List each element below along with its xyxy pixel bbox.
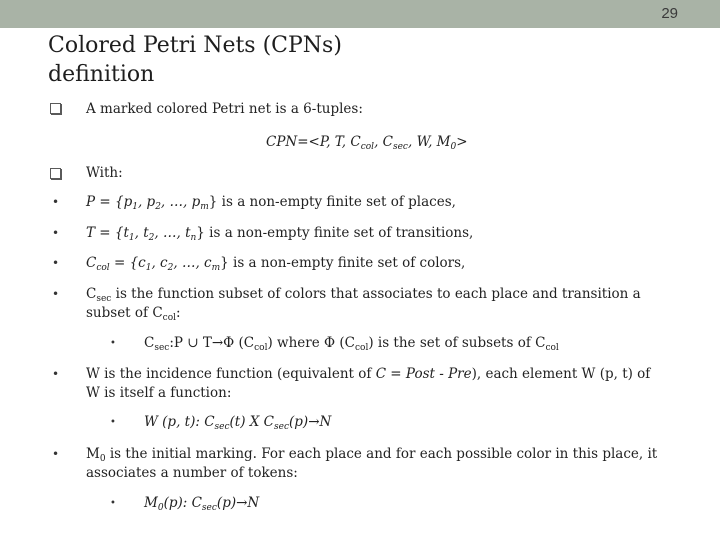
title-line-1: Colored Petri Nets (CPNs) bbox=[48, 33, 342, 58]
places-sub-1: 1 bbox=[132, 202, 138, 212]
round-bullet-icon: • bbox=[110, 417, 116, 428]
transitions-sub-2: 2 bbox=[148, 233, 155, 243]
tuple-suffix-a: , W, M bbox=[407, 134, 451, 150]
tuple-col-sub: col bbox=[360, 142, 375, 152]
incidence-formula-line bbox=[144, 413, 331, 432]
places-rhs: } is a non-empty finite set of places, bbox=[208, 194, 456, 210]
page-number: 29 bbox=[661, 5, 678, 22]
csec-end: : bbox=[176, 305, 181, 321]
marking-def-a: M bbox=[144, 495, 158, 511]
colors-lhs: C bbox=[86, 255, 97, 271]
round-bullet-icon: • bbox=[52, 447, 60, 461]
places-sub-2: 2 bbox=[155, 202, 161, 212]
colors-comma-2: , …, c bbox=[173, 255, 212, 271]
colors-eq: = {c bbox=[109, 255, 146, 271]
csec-formula-d: ) is the set of subsets of C bbox=[368, 335, 546, 351]
transitions-rhs: } is a non-empty finite set of transitions, bbox=[196, 225, 474, 241]
tuple-mid: , C bbox=[374, 134, 393, 150]
tuple-prefix: CPN=<P, T, C bbox=[266, 134, 361, 150]
csec-formula bbox=[144, 334, 559, 353]
incidence-def-a-sub: sec bbox=[214, 422, 230, 432]
incidence-def-c: (p)→N bbox=[289, 414, 332, 430]
marking-formula-line bbox=[144, 494, 259, 513]
csec-formula-b-sub: col bbox=[254, 343, 268, 353]
tuple-suffix-b: > bbox=[456, 134, 468, 150]
transitions-lhs: T = {t bbox=[86, 225, 129, 241]
places-comma-2: , …, p bbox=[160, 194, 201, 210]
marking-a-sub: 0 bbox=[99, 454, 106, 464]
tuple-m-sub: 0 bbox=[450, 142, 457, 152]
incidence-formula: C = Post - Pre bbox=[375, 366, 472, 382]
slide-title bbox=[48, 31, 668, 89]
marking-b: is the initial marking. For each place and for each possible color in this place, it associates a number of tokens: bbox=[86, 446, 658, 481]
transitions-def bbox=[86, 224, 473, 243]
csec-formula-a-sub: sec bbox=[154, 343, 170, 353]
csec-formula-a: C bbox=[144, 335, 155, 351]
transitions-comma-1: , t bbox=[134, 225, 149, 241]
places-comma-1: , p bbox=[137, 194, 156, 210]
square-bullet-icon bbox=[50, 103, 61, 114]
round-bullet-icon: • bbox=[52, 287, 60, 301]
with-label: With: bbox=[86, 165, 123, 181]
csec-formula-c: ) where Φ (C bbox=[267, 335, 355, 351]
incidence-def bbox=[86, 365, 666, 403]
csec-formula-b: :P ∪ T→Φ (C bbox=[169, 335, 255, 351]
round-bullet-icon: • bbox=[110, 338, 116, 349]
incidence-b: ), each element W (p, t) of W is itself a function: bbox=[86, 366, 651, 401]
marking-def-a-sub: 0 bbox=[157, 503, 164, 513]
colors-sub-m: m bbox=[211, 263, 221, 273]
round-bullet-icon: • bbox=[110, 498, 116, 509]
transitions-sub-n: n bbox=[190, 233, 197, 243]
incidence-def-b: (t) X C bbox=[229, 414, 275, 430]
cpn-tuple bbox=[266, 133, 468, 152]
csec-formula-d-sub: col bbox=[545, 343, 559, 353]
round-bullet-icon: • bbox=[52, 195, 60, 209]
csec-text: is the function subset of colors that associates to each place and transition a subset of C bbox=[86, 286, 641, 321]
colors-sub-2: 2 bbox=[167, 263, 174, 273]
marking-def-b: (p): C bbox=[163, 495, 202, 511]
title-line-2: definition bbox=[48, 62, 155, 87]
places-lhs: P = {p bbox=[86, 194, 133, 210]
incidence-def-b-sub: sec bbox=[274, 422, 290, 432]
marking-def-c: (p)→N bbox=[216, 495, 260, 511]
colors-rhs: } is a non-empty finite set of colors, bbox=[220, 255, 466, 271]
colors-sub-1: 1 bbox=[145, 263, 152, 273]
incidence-a: W is the incidence function (equivalent of bbox=[86, 366, 376, 382]
csec-formula-c-sub: col bbox=[354, 343, 369, 353]
marking-a: M bbox=[86, 446, 100, 462]
tuple-sec-sub: sec bbox=[392, 142, 408, 152]
round-bullet-icon: • bbox=[52, 367, 60, 381]
colors-lhs-sub: col bbox=[96, 263, 110, 273]
square-bullet-icon bbox=[50, 168, 61, 179]
colors-def bbox=[86, 254, 465, 273]
transitions-comma-2: , …, t bbox=[154, 225, 191, 241]
csec-def bbox=[86, 285, 666, 323]
marking-def-b-sub: sec bbox=[201, 503, 217, 513]
incidence-def-a: W (p, t): C bbox=[144, 414, 215, 430]
csec-end-sub: col bbox=[162, 313, 176, 323]
header-bar bbox=[0, 0, 720, 28]
places-sub-m: m bbox=[200, 202, 209, 212]
transitions-sub-1: 1 bbox=[128, 233, 135, 243]
csec-lead-sub: sec bbox=[96, 294, 112, 304]
marking-def bbox=[86, 445, 676, 483]
colors-comma-1: , c bbox=[151, 255, 168, 271]
round-bullet-icon: • bbox=[52, 226, 60, 240]
csec-lead: C bbox=[86, 286, 97, 302]
intro-text: A marked colored Petri net is a 6-tuples: bbox=[86, 101, 363, 117]
round-bullet-icon: • bbox=[52, 256, 60, 270]
places-def bbox=[86, 193, 456, 212]
